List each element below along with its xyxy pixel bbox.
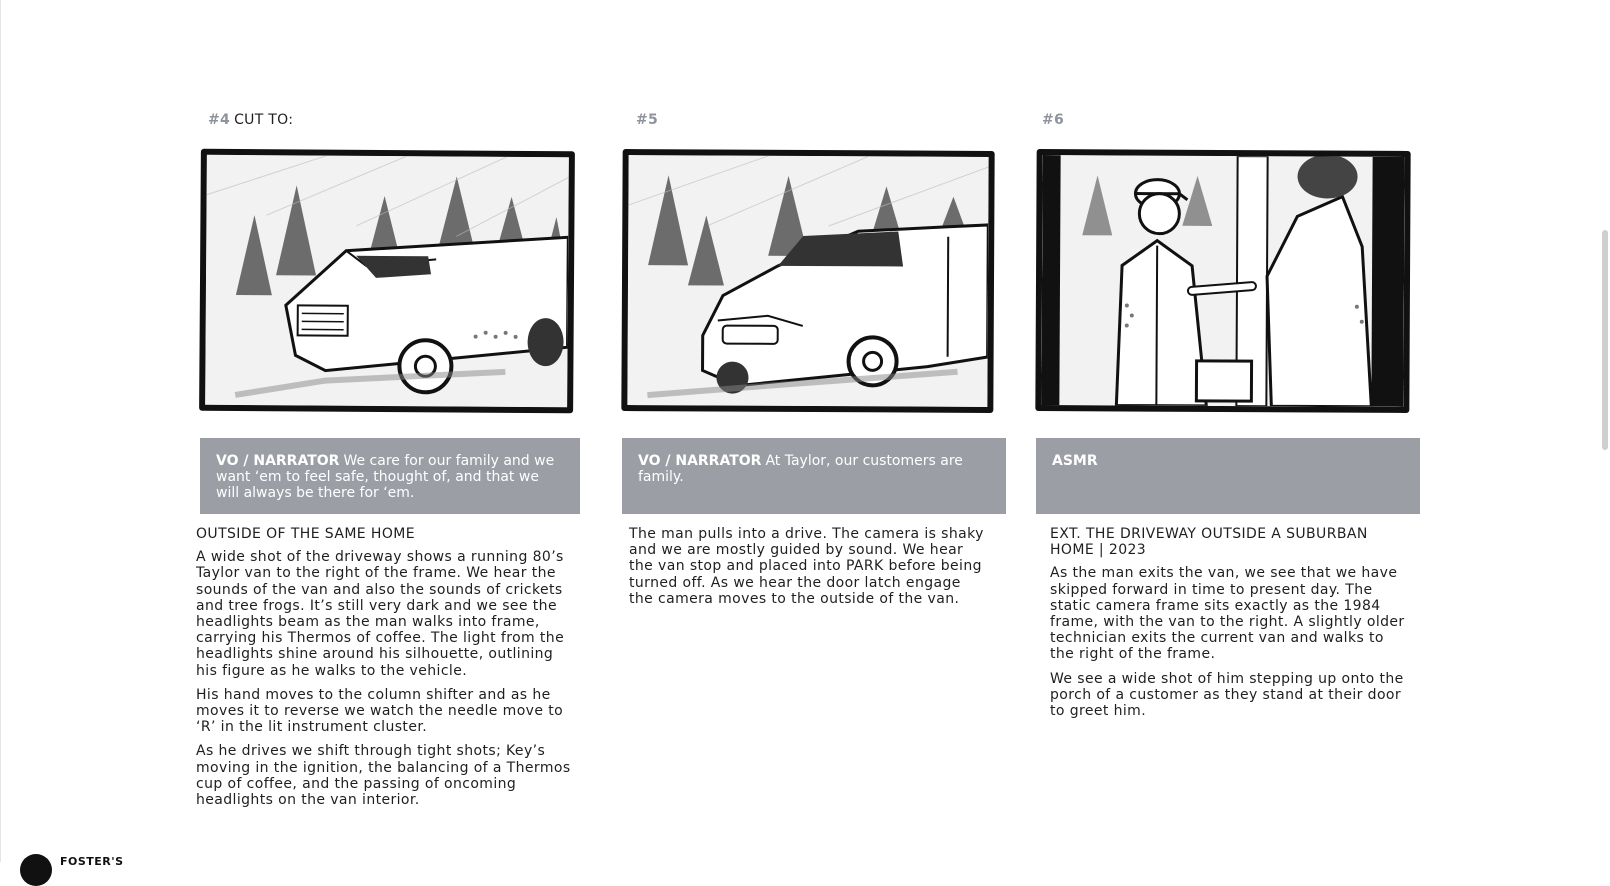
scene-paragraph: As the man exits the van, we see that we have skipped forward in time to present day. The static camera frame sits exactly as the 1984 frame, with the van to the right. A slightly older technician exits the current van and walks to the right of the frame. <box>1050 565 1410 662</box>
frame-number-label <box>208 112 293 128</box>
frame-number-label <box>636 112 658 128</box>
storyboard-panel-image <box>199 149 575 414</box>
scene-paragraph: We see a wide shot of him stepping up onto the porch of a customer as they stand at their door to greet him. <box>1050 671 1410 720</box>
handshake-sketch <box>1041 155 1404 407</box>
brand-logo-icon <box>20 854 52 886</box>
page-edge <box>0 0 1 862</box>
voiceover-box <box>1036 438 1420 514</box>
voiceover-box <box>622 438 1006 514</box>
van-80s-sketch <box>205 155 569 408</box>
frame-number: #4 <box>208 112 230 128</box>
frame-number-label <box>1042 112 1064 128</box>
modern-van-sketch <box>627 155 988 407</box>
frame-transition: CUT TO: <box>234 112 293 128</box>
scene-description <box>196 526 576 816</box>
voiceover-speaker: VO / NARRATOR <box>216 453 339 469</box>
scene-paragraph: His hand moves to the column shifter and as he moves it to reverse we watch the needle move to ‘R’ in the lit instrument cluster. <box>196 687 576 736</box>
scene-paragraph: As he drives we shift through tight shots; Key’s moving in the ignition, the balancing of a Thermos cup of coffee, and the passing of oncoming headlights on the van interior. <box>196 743 576 808</box>
storyboard-panel-image <box>621 149 994 413</box>
voiceover-box <box>200 438 580 514</box>
brand-name: FOSTER'S <box>60 855 124 868</box>
scene-description <box>1050 526 1410 727</box>
voiceover-text: We care for our family and we want ‘em to feel safe, thought of, and that we will always be there for ‘em. <box>216 453 554 501</box>
scene-slugline: OUTSIDE OF THE SAME HOME <box>196 526 576 542</box>
vertical-scrollbar[interactable] <box>1598 0 1610 862</box>
frame-number: #6 <box>1042 112 1064 128</box>
frame-number: #5 <box>636 112 658 128</box>
scrollbar-thumb[interactable] <box>1602 230 1608 450</box>
storyboard-panel-image <box>1035 149 1410 413</box>
voiceover-speaker: VO / NARRATOR <box>638 453 761 469</box>
scene-slugline: EXT. THE DRIVEWAY OUTSIDE A SUBURBAN HOME | 2023 <box>1050 526 1410 558</box>
scene-paragraph: The man pulls into a drive. The camera is shaky and we are mostly guided by sound. We hear the van stop and placed into PARK before being turned off. As we hear the door latch engage the camera moves to the outside of the van. <box>629 526 984 607</box>
voiceover-speaker: ASMR <box>1052 453 1098 469</box>
scene-paragraph: A wide shot of the driveway shows a running 80’s Taylor van to the right of the frame. We hear the sounds of the van and also the sounds of crickets and tree frogs. It’s still very dark and we see the headlights beam as the man walks into frame, carrying his Thermos of coffee. The light from the headlights shine around his silhouette, outlining his figure as he walks to the vehicle. <box>196 549 576 679</box>
scene-description <box>629 526 984 615</box>
voiceover-text: At Taylor, our customers are family. <box>638 453 963 485</box>
